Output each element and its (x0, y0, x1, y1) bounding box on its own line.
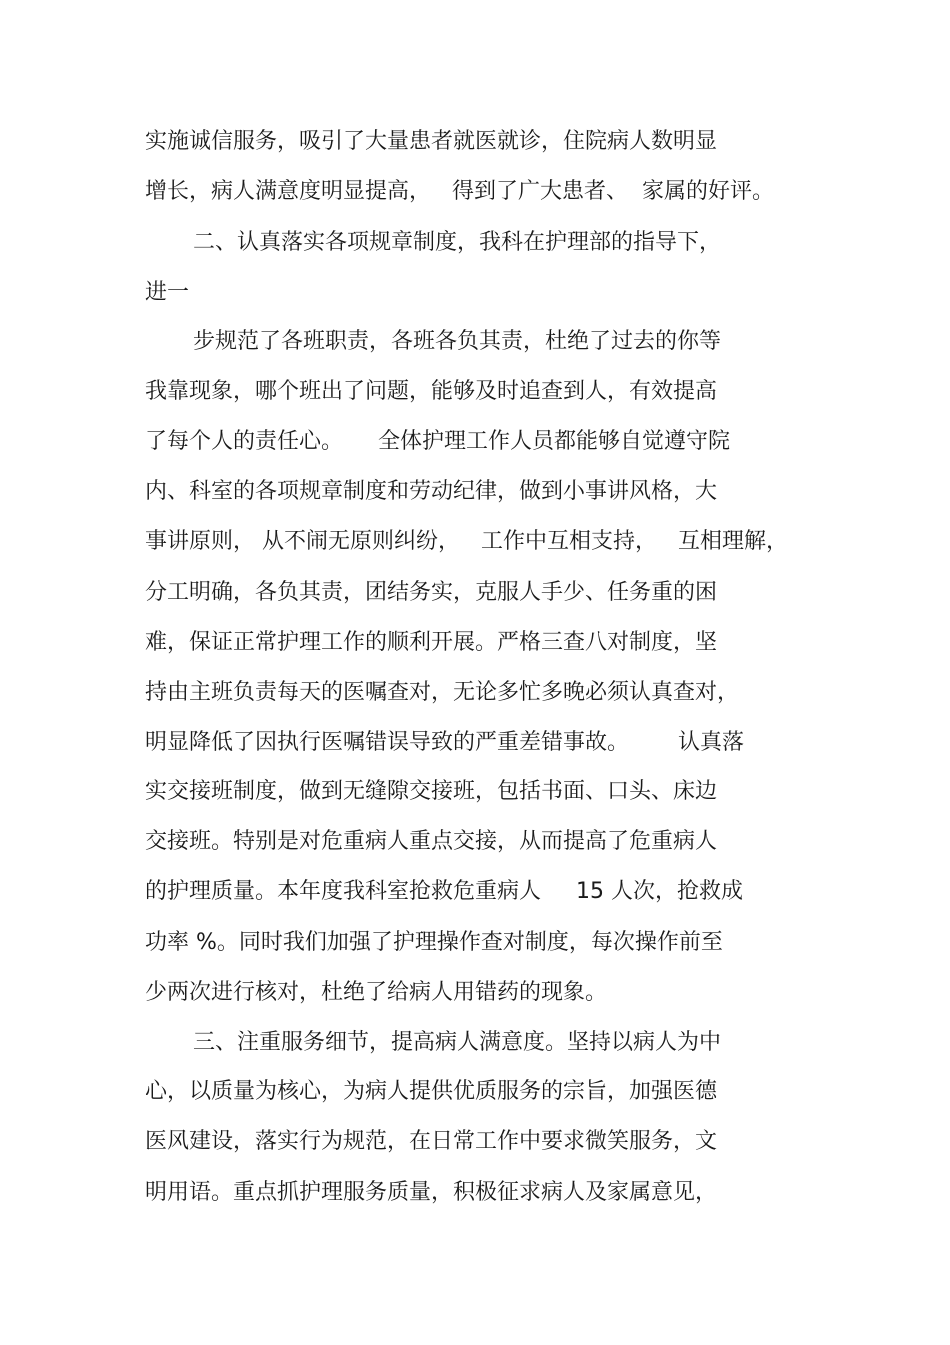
text-line: 了每个人的责任心。 全体护理工作人员都能够自觉遵守院 (145, 429, 730, 454)
section-heading-line: 三、注重服务细节，提高病人满意度。坚持以病人为中 (193, 1030, 722, 1055)
text-line: 明用语。重点抓护理服务质量，积极征求病人及家属意见， (145, 1180, 718, 1205)
text-line: 增长，病人满意度明显提高， 得到了广大患者、 家属的好评。 (145, 179, 774, 204)
text-line: 医风建设，落实行为规范，在日常工作中要求微笑服务，文 (145, 1129, 718, 1154)
text-line: 的护理质量。本年度我科室抢救危重病人 15 人次，抢救成 (145, 879, 743, 904)
text-line: 明显降低了因执行医嘱错误导致的严重差错事故。 认真落 (145, 730, 744, 755)
text-line: 内、科室的各项规章制度和劳动纪律，做到小事讲风格，大 (145, 479, 718, 504)
text-line: 实交接班制度，做到无缝隙交接班，包括书面、口头、床边 (145, 779, 718, 804)
text-line: 少两次进行核对，杜绝了给病人用错药的现象。 (145, 980, 608, 1005)
text-line: 步规范了各班职责，各班各负其责，杜绝了过去的你等 (193, 329, 722, 354)
text-line: 心，以质量为核心，为病人提供优质服务的宗旨，加强医德 (145, 1079, 718, 1104)
section-heading-line: 二、认真落实各项规章制度，我科在护理部的指导下， (193, 230, 722, 255)
text-line: 分工明确，各负其责，团结务实，克服人手少、任务重的困 (145, 580, 718, 605)
text-line: 持由主班负责每天的医嘱查对，无论多忙多晚必须认真查对， (145, 680, 740, 705)
text-line: 我靠现象，哪个班出了问题，能够及时追查到人，有效提高 (145, 379, 718, 404)
text-line: 进一 (145, 280, 190, 305)
text-line: 交接班。特别是对危重病人重点交接，从而提高了危重病人 (145, 829, 718, 854)
text-line: 事讲原则， 从不闹无原则纠纷， 工作中互相支持， 互相理解， (145, 529, 788, 554)
text-line: 难，保证正常护理工作的顺利开展。严格三查八对制度，坚 (145, 630, 718, 655)
text-line: 功率 %。同时我们加强了护理操作查对制度，每次操作前至 (145, 930, 723, 955)
text-line: 实施诚信服务，吸引了大量患者就医就诊，住院病人数明显 (145, 129, 718, 154)
